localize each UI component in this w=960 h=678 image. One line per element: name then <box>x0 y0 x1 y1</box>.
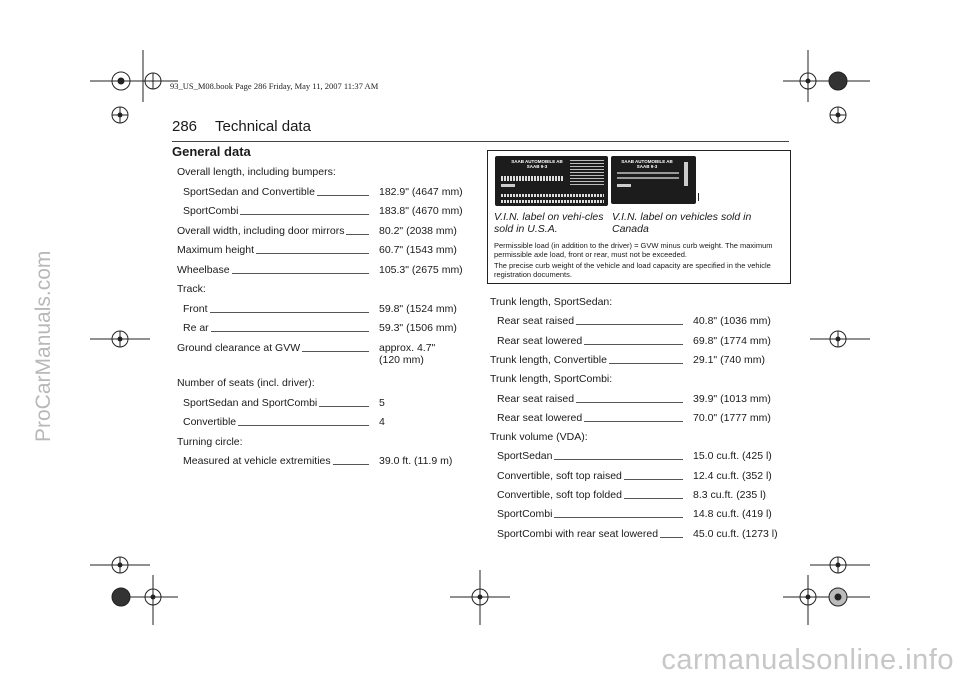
sticker-usa-model: SAAB 9-3 <box>526 164 548 169</box>
spec-value: 8.3 cu.ft. (235 l) <box>693 489 766 501</box>
spec-label: SportCombi with rear seat lowered <box>497 527 659 540</box>
spec-label: Overall length, including bumpers: <box>177 166 336 178</box>
spec-value: 45.0 cu.ft. (1273 l) <box>693 527 778 540</box>
spec-label: Trunk length, SportSedan: <box>490 296 613 308</box>
spec-row <box>497 469 803 483</box>
leader-line <box>346 234 369 235</box>
spec-row <box>177 341 489 366</box>
spec-label: Maximum height <box>177 244 255 256</box>
leader-line <box>232 273 369 274</box>
leader-line <box>238 425 369 426</box>
side-watermark: ProCarManuals.com <box>32 250 55 442</box>
note-permissible-load: Permissible load (in addition to the driver) = GVW minus curb weight. The maximum permissible axle load, front or rear, must not be exceeded. <box>494 241 773 259</box>
spec-label: Rear seat raised <box>497 315 575 328</box>
spec-value: approx. 4.7" <box>379 341 436 354</box>
spec-label: Re ar <box>183 322 209 334</box>
bottom-watermark: carmanualsonline.info <box>661 644 954 676</box>
spec-label: SportCombi <box>497 508 553 521</box>
spec-value: 80.2" (2038 mm) <box>379 224 457 237</box>
vin-sticker-usa <box>495 156 608 206</box>
leader-line <box>660 537 683 538</box>
spec-value: 4 <box>379 416 385 428</box>
spec-row <box>183 302 489 316</box>
leader-line <box>211 331 369 332</box>
spec-label: Number of seats (incl. driver): <box>177 377 315 389</box>
leader-line <box>210 312 369 313</box>
spec-row <box>177 243 489 257</box>
spec-row <box>177 282 489 296</box>
spec-row <box>490 372 803 386</box>
leader-line <box>240 214 369 215</box>
spec-label: SportSedan <box>497 450 553 463</box>
spec-value: 182.9" (4647 mm) <box>379 185 463 198</box>
spec-row <box>490 295 803 309</box>
spec-row <box>497 507 803 521</box>
spec-label: Convertible, soft top folded <box>497 489 622 501</box>
vin-sticker-canada <box>611 156 696 204</box>
spec-label: Rear seat raised <box>497 392 575 405</box>
spec-value: 183.8" (4670 mm) <box>379 205 463 217</box>
spec-label: Trunk volume (VDA): <box>490 431 588 444</box>
spec-row <box>183 204 489 218</box>
spec-row <box>183 454 489 468</box>
spec-value: 15.0 cu.ft. (425 l) <box>693 450 772 463</box>
header-rule <box>172 141 789 142</box>
spec-label: SportSedan and Convertible <box>183 185 315 198</box>
spec-row <box>497 449 803 463</box>
spec-value: 39.9" (1013 mm) <box>693 392 771 405</box>
book-file-line: 93_US_M08.book Page 286 Friday, May 11, 2007 11:37 AM <box>170 81 379 91</box>
spec-row <box>497 488 803 502</box>
spec-value: 39.0 ft. (11.9 m) <box>379 455 453 467</box>
spec-label: Trunk length, SportCombi: <box>490 373 613 386</box>
spec-label: Convertible, soft top raised <box>497 469 622 482</box>
spec-row <box>177 263 489 277</box>
leader-line <box>609 363 683 364</box>
spec-label: Overall width, including door mirrors <box>177 224 345 237</box>
page-header <box>172 118 311 135</box>
spec-row <box>497 392 803 406</box>
spec-row <box>177 224 489 238</box>
leader-line <box>584 344 683 345</box>
note-curb-weight: The precise curb weight of the vehicle and load capacity are specified in the vehicle registration documents. <box>494 261 771 279</box>
spec-label: Wheelbase <box>177 263 230 276</box>
vin-label-figure <box>487 150 791 284</box>
spec-label: SportSedan and SportCombi <box>183 396 318 409</box>
leader-line <box>554 517 683 518</box>
leader-line <box>302 351 369 352</box>
spec-value: 69.8" (1774 mm) <box>693 334 771 347</box>
page-number: 286 <box>172 118 198 135</box>
leader-line <box>624 479 683 480</box>
sticker-usa-title: SAAB AUTOMOBILE AB <box>511 159 563 164</box>
caption-vin-usa: V.I.N. label on vehi-cles sold in U.S.A. <box>494 211 604 235</box>
spec-value: 14.8 cu.ft. (419 l) <box>693 508 772 521</box>
spec-row <box>497 334 803 348</box>
leader-line <box>256 253 369 254</box>
spec-label: Rear seat lowered <box>497 334 583 347</box>
spec-row <box>183 321 489 335</box>
leader-line <box>576 402 683 403</box>
spec-row <box>497 527 803 541</box>
spec-value: 60.7" (1543 mm) <box>379 244 457 256</box>
spec-value: 5 <box>379 396 385 409</box>
spec-value: 40.8" (1036 mm) <box>693 315 771 328</box>
spec-value: 70.0" (1777 mm) <box>693 411 771 424</box>
spec-label: Measured at vehicle extremities <box>183 455 331 467</box>
leader-line <box>554 459 683 460</box>
spec-label: SportCombi <box>183 205 239 217</box>
spec-label: Track: <box>177 283 206 295</box>
spec-value: 59.8" (1524 mm) <box>379 302 457 315</box>
leader-line <box>333 464 369 465</box>
spec-row <box>183 415 489 429</box>
sticker-canada-title: SAAB AUTOMOBILE AB <box>621 159 673 164</box>
spec-row <box>183 396 489 410</box>
caption-vin-canada: V.I.N. label on vehicles sold in Canada <box>612 211 752 235</box>
leader-line <box>584 421 683 422</box>
leader-line <box>624 498 683 499</box>
spec-row <box>497 411 803 425</box>
spec-value: 59.3" (1506 mm) <box>379 322 457 334</box>
spec-label: Convertible <box>183 416 237 428</box>
spec-row <box>177 165 489 179</box>
spec-row <box>490 353 803 367</box>
spec-label: Ground clearance at GVW <box>177 341 301 354</box>
spec-row <box>183 185 489 199</box>
leader-line <box>317 195 369 196</box>
spec-row <box>490 430 803 444</box>
leader-line <box>576 324 683 325</box>
spec-label: Trunk length, Convertible <box>490 353 607 366</box>
spec-label: Rear seat lowered <box>497 411 583 424</box>
spec-row <box>497 314 803 328</box>
spec-value: 105.3" (2675 mm) <box>379 263 463 276</box>
page-title: Technical data <box>215 118 311 135</box>
leader-line <box>319 406 369 407</box>
section-title: General data <box>172 144 251 159</box>
spec-label: Turning circle: <box>177 435 243 448</box>
spec-value-continued: (120 mm) <box>379 353 424 366</box>
spec-value: 12.4 cu.ft. (352 l) <box>693 469 772 482</box>
sticker-canada-model: SAAB 9-3 <box>636 164 658 169</box>
spec-label: Front <box>183 302 208 315</box>
spec-value: 29.1" (740 mm) <box>693 353 766 366</box>
spec-row <box>177 435 489 449</box>
spec-row <box>177 376 489 390</box>
